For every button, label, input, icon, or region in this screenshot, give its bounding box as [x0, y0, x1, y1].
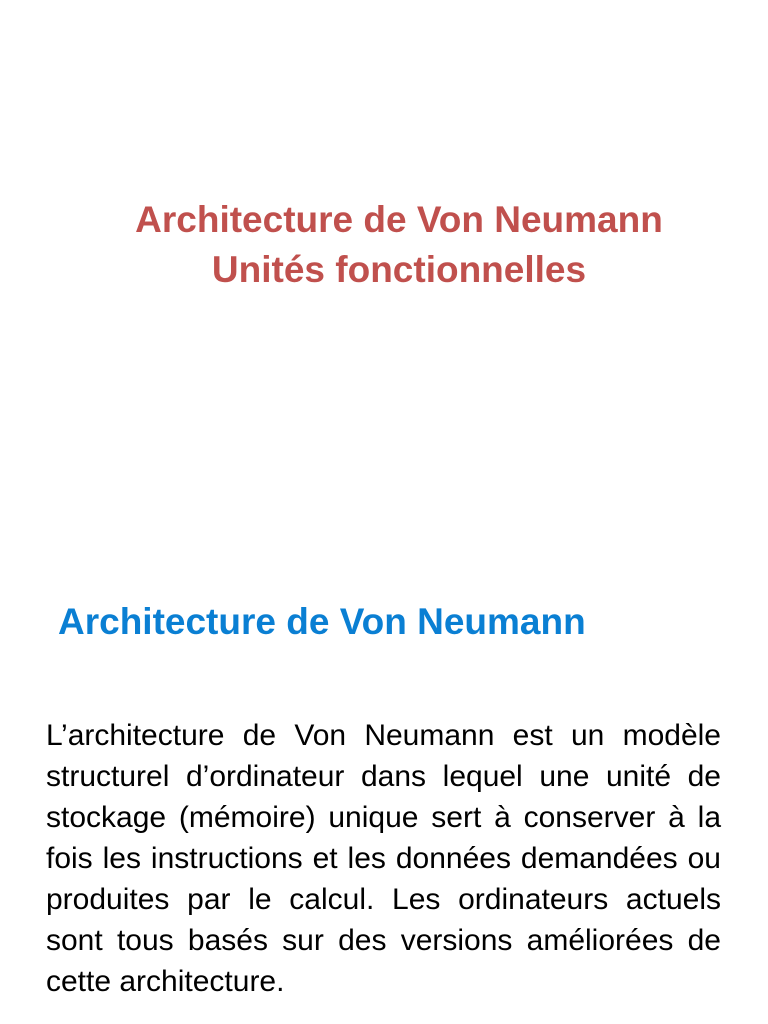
title-line-2: Unités fonctionnelles [211, 249, 587, 290]
slide-title [0, 195, 768, 295]
title-line-1: Architecture de Von Neumann [135, 199, 663, 240]
content-slide [0, 570, 768, 1024]
body-paragraph: L’architecture de Von Neumann est un modèle structurel d’ordinateur dans lequel une unité de stockage (mémoire) unique sert à conserver à la fois les instructions et les données demandées ou produites par le calcul. Les ordinateurs actuels sont tous basés sur des versions améliorées de cette architecture. [46, 719, 721, 998]
section-heading: Architecture de Von Neumann [58, 601, 586, 642]
